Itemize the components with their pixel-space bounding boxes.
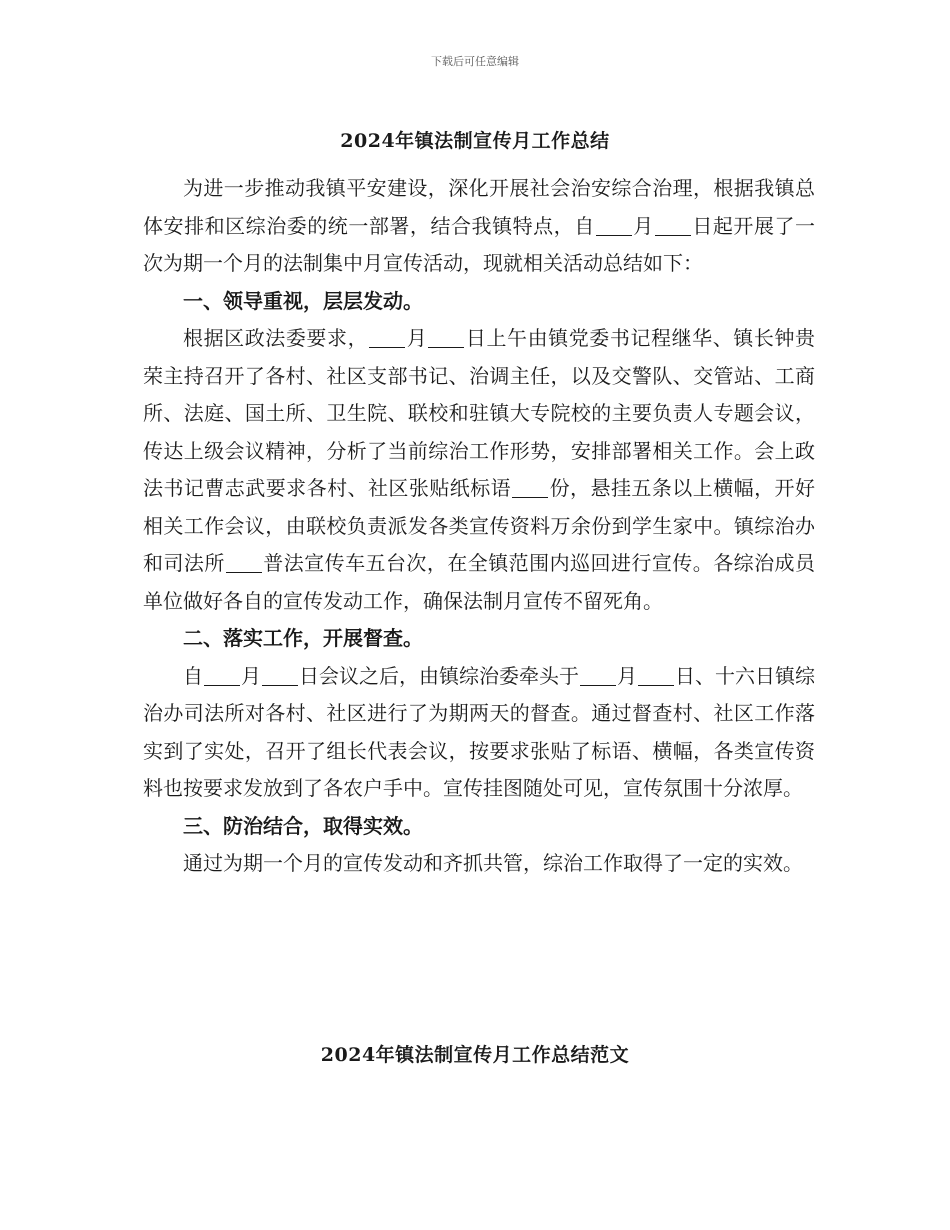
second-document-title: 2024年镇法制宣传月工作总结范文 (320, 1044, 630, 1066)
s1-text-c: 日上午由镇党委书记程继华、镇长钟贵荣主持召开了各村、社区支部书记、治调主任，以及交警队、交管站、工商所、法庭、国土所、卫生院、联校和驻镇大专院校的主要负责人专题会议，传达上级会议精神，分析了当前综治工作形势，安排部署相关工作。会上政法书记曹志武要求各村、社区张贴纸标语 (143, 326, 816, 500)
s2-text-b: 月 (241, 663, 261, 688)
fill-blank (204, 665, 240, 686)
intro-text-b: 月 (632, 213, 654, 238)
fill-blank (512, 477, 548, 498)
section-heading-2: 二、落实工作，开展督查。 (183, 626, 423, 650)
section-2-paragraph (143, 658, 815, 808)
intro-text-a: 为进一步推动我镇平安建设，深化开展社会治安综合治理，根据我镇总体安排和区综治委的统一部署，结合我镇特点，自 (143, 176, 815, 238)
s2-text-c: 日会议之后，由镇综治委牵头于 (299, 663, 579, 688)
fill-blank (580, 665, 616, 686)
header-note: 下载后可任意编辑 (431, 55, 519, 68)
s1-text-a: 根据区政法委要求， (183, 326, 369, 350)
intro-text-c: 日起开展了一次为期一个月的法制集中月宣传活动，现就相关活动总结如下： (143, 213, 816, 275)
intro-paragraph (143, 170, 815, 283)
s1-text-b: 月 (406, 326, 428, 350)
section-3-paragraph: 通过为期一个月的宣传发动和齐抓共管，综治工作取得了一定的实效。 (183, 851, 803, 875)
fill-blank (226, 552, 262, 573)
document-title: 2024年镇法制宣传月工作总结 (340, 130, 610, 152)
section-1-paragraph (143, 320, 815, 620)
fill-blank (596, 215, 632, 236)
fill-blank (428, 327, 464, 348)
s2-text-a: 自 (183, 663, 203, 688)
fill-blank (369, 327, 405, 348)
fill-blank (638, 665, 674, 686)
s1-text-d: 份，悬挂五条以上横幅，开好相关工作会议，由联校负责派发各类宣传资料万余份到学生家中。镇综治办和司法所 (143, 476, 816, 575)
document-body (143, 170, 815, 883)
section-heading-1: 一、领导重视，层层发动。 (183, 288, 423, 313)
s2-text-e: 日、十六日镇综治办司法所对各村、社区进行了为期两天的督查。通过督查村、社区工作落实到了实处，召开了组长代表会议，按要求张贴了标语、横幅，各类宣传资料也按要求发放到了各农户手中。宣传挂图随处可见，宣传氛围十分浓厚。 (143, 663, 815, 800)
fill-blank (655, 215, 691, 236)
section-heading-3: 三、防治结合，取得实效。 (183, 813, 423, 838)
s2-text-d: 月 (617, 663, 637, 688)
s1-text-e: 普法宣传车五台次，在全镇范围内巡回进行宣传。各综治成员单位做好各自的宣传发动工作，确保法制月宣传不留死角。 (143, 551, 816, 613)
fill-blank (262, 665, 298, 686)
